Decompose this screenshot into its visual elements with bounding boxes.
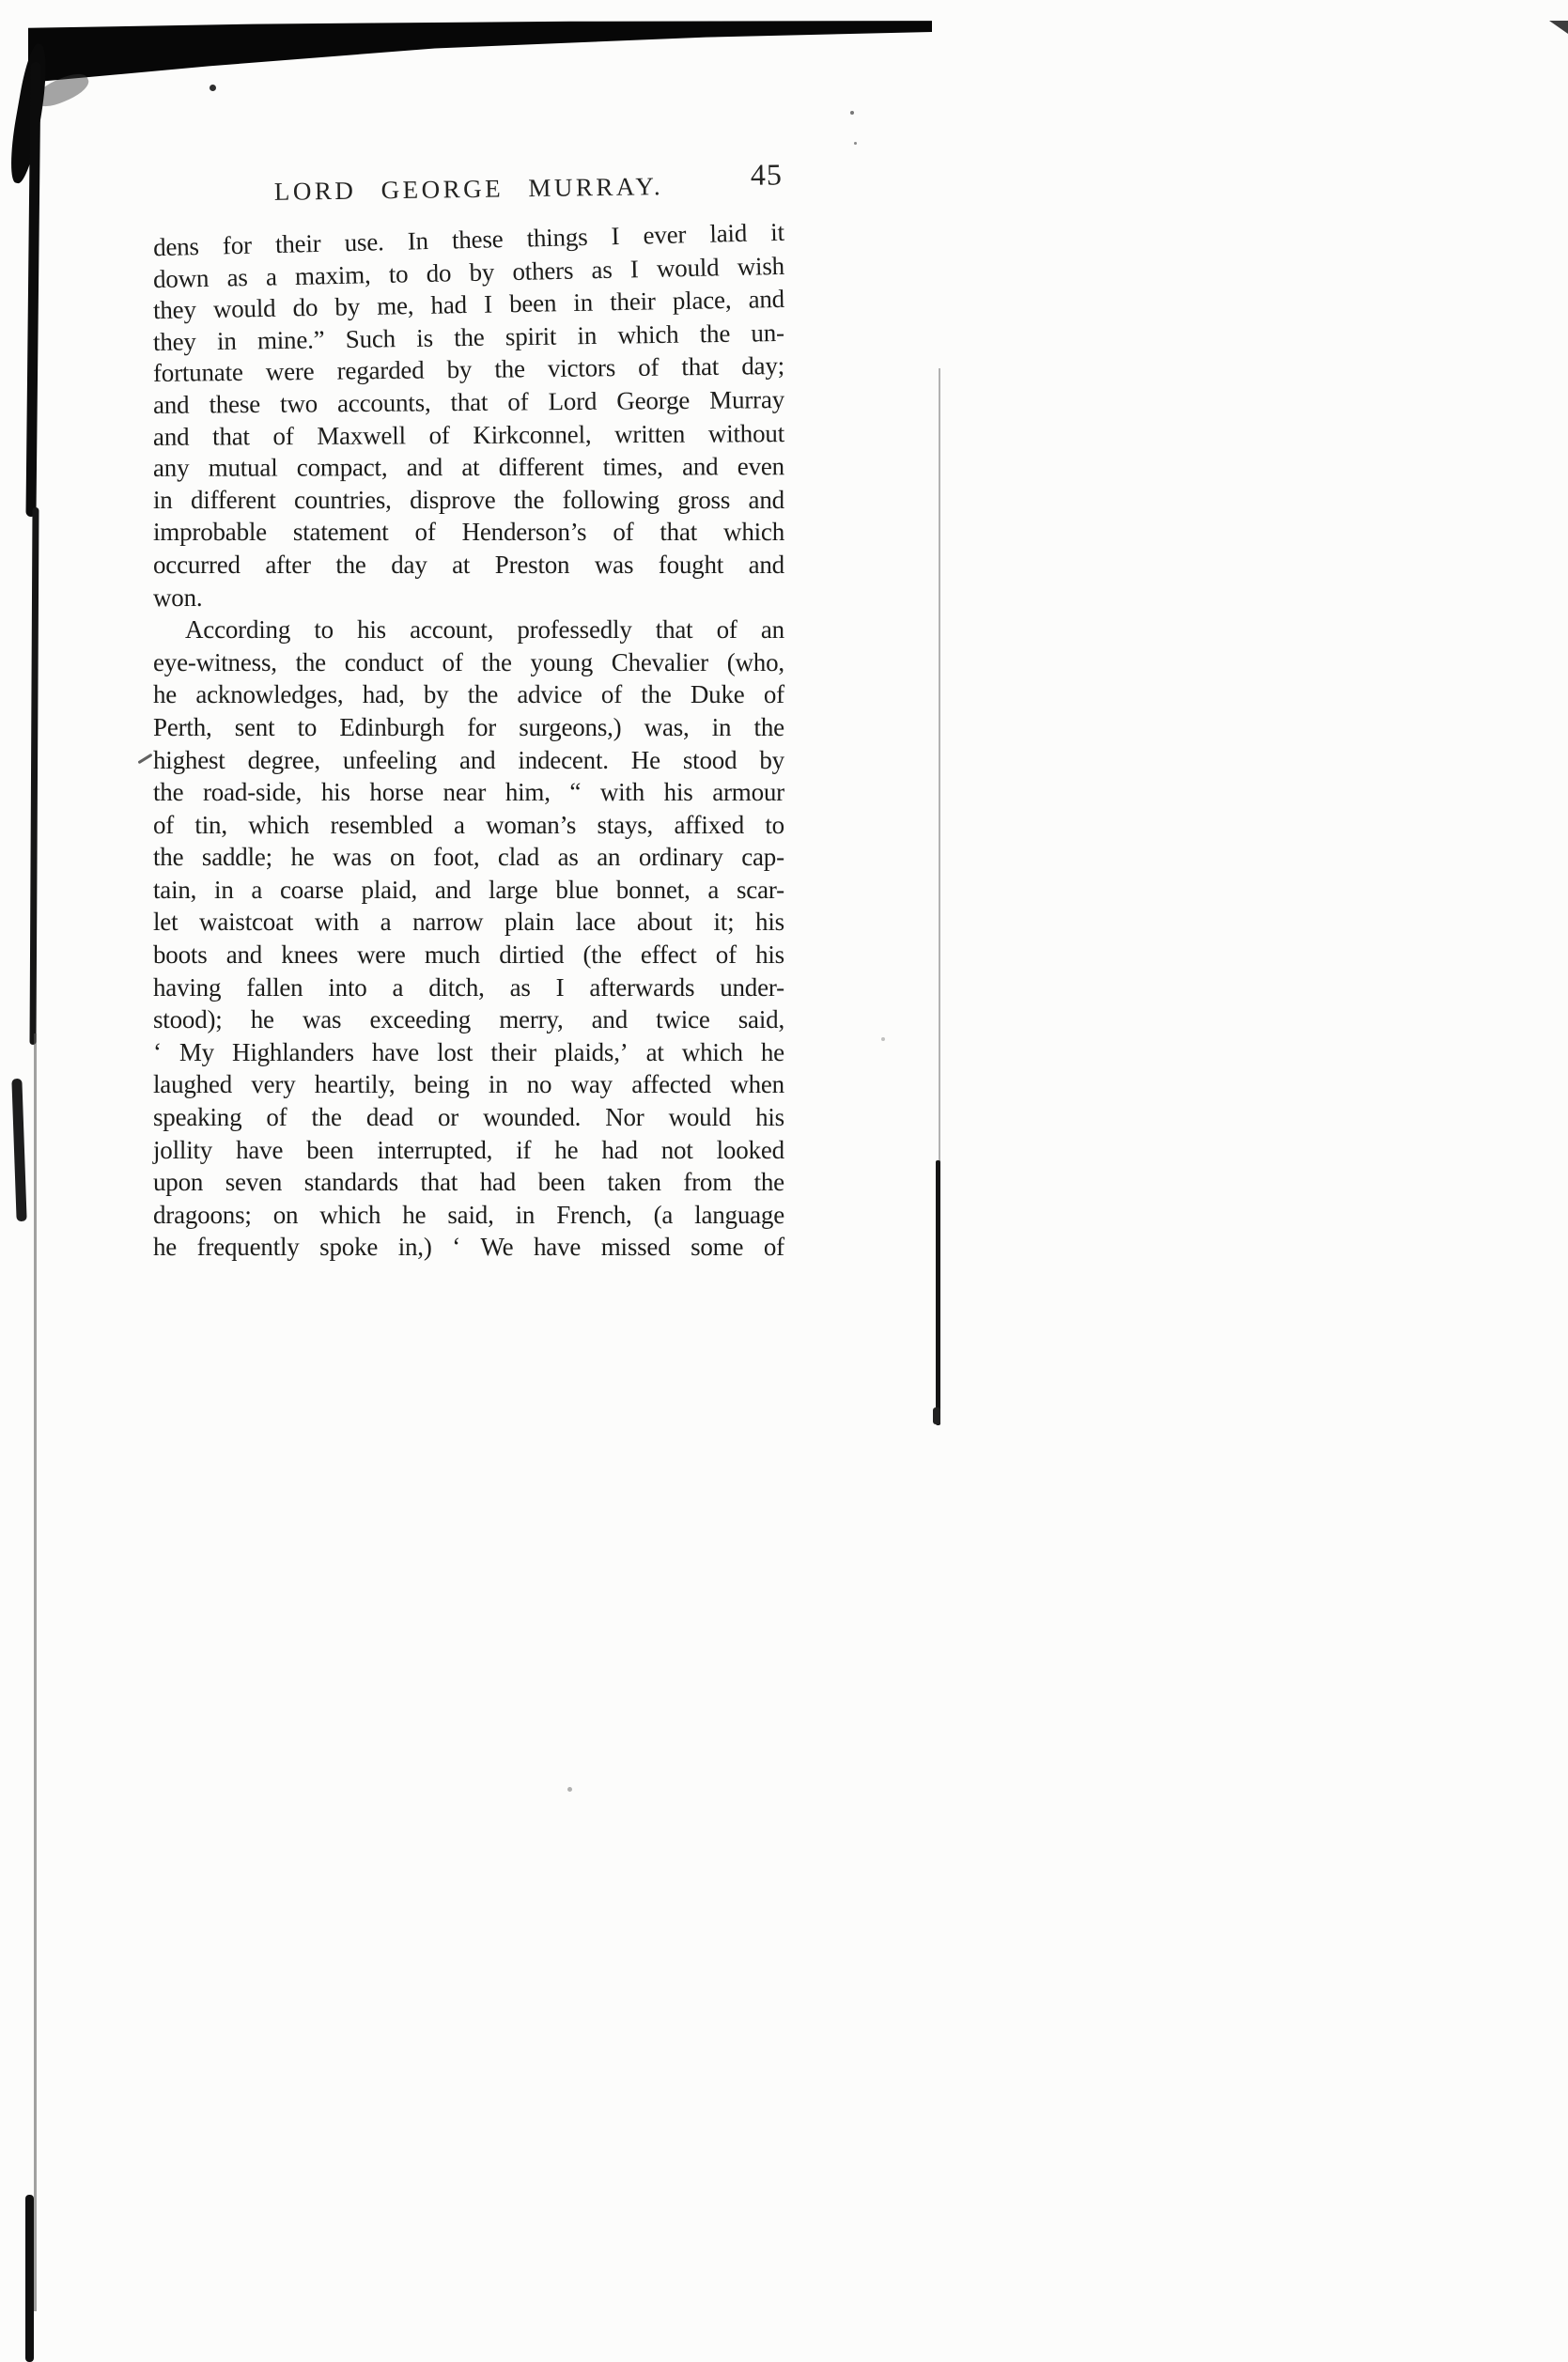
scan-artifact-left-blob-middle xyxy=(11,1079,26,1221)
text-line: the road-side, his horse near him, “ with his armour xyxy=(153,778,784,807)
text-line: any mutual compact, and at different times, and even xyxy=(152,452,784,482)
text-line: tain, in a coarse plaid, and large blue bonnet, a scar- xyxy=(153,875,784,904)
text-line: they would do by me, had I been in their place, and xyxy=(152,285,785,325)
text-line: boots and knees were much dirtied (the effect of his xyxy=(153,940,784,970)
text-line: they in mine.” Such is the spirit in which the un- xyxy=(152,318,785,356)
scan-speck xyxy=(881,1037,885,1041)
scan-artifact-left-streak-middle xyxy=(30,507,39,1045)
text-line: won. xyxy=(153,583,203,612)
text-line: he acknowledges, had, by the advice of the Duke of xyxy=(153,680,784,709)
text-line: down as a maxim, to do by others as I would wish xyxy=(152,251,785,293)
scan-artifact-left-thin-line xyxy=(34,1033,37,2311)
text-line: the saddle; he was on foot, clad as an ordinary cap- xyxy=(153,843,784,872)
page-text xyxy=(152,217,785,1264)
text-line: According to his account, professedly that of an xyxy=(185,615,784,645)
scan-speck xyxy=(567,1787,572,1792)
scan-artifact-right-line-end xyxy=(933,1407,940,1424)
scan-artifact-top-edge xyxy=(28,19,932,85)
scan-artifact-top-right-corner xyxy=(1549,21,1568,34)
text-line: let waistcoat with a narrow plain lace about it; his xyxy=(153,908,784,937)
text-line: eye-witness, the conduct of the young Chevalier (who, xyxy=(153,647,784,676)
text-line: having fallen into a ditch, as I afterwards under- xyxy=(153,972,784,1002)
paragraph xyxy=(153,614,784,1264)
scan-artifact-right-line-dark xyxy=(936,1160,940,1425)
running-header xyxy=(153,157,784,208)
text-line: dens for their use. In these things I ever laid it xyxy=(152,217,785,262)
paragraph xyxy=(152,217,785,614)
text-line: in different countries, disprove the following gross and xyxy=(153,485,784,514)
running-title: LORD GEORGE MURRAY. xyxy=(273,172,664,206)
scan-artifact-right-line-faint xyxy=(939,368,940,1167)
page-number: 45 xyxy=(750,157,784,192)
text-line: upon seven standards that had been taken from the xyxy=(153,1168,784,1197)
text-line: occurred after the day at Preston was fought and xyxy=(153,550,784,579)
text-line: stood); he was exceeding merry, and twice said, xyxy=(153,1005,784,1034)
text-line: Perth, sent to Edinburgh for surgeons,) was, in the xyxy=(153,712,784,741)
text-line: improbable statement of Henderson’s of that which xyxy=(153,518,784,547)
text-line: he frequently spoke in,) ‘ We have missed some of xyxy=(153,1233,784,1262)
text-line: and that of Maxwell of Kirkconnel, written without xyxy=(152,418,785,451)
text-line: laughed very heartily, being in no way affected when xyxy=(153,1070,784,1099)
text-line: and these two accounts, that of Lord George Murray xyxy=(152,385,785,419)
text-line: jollity have been interrupted, if he had not looked xyxy=(153,1135,784,1164)
scan-speck xyxy=(850,111,854,115)
text-line: speaking of the dead or wounded. Nor would his xyxy=(153,1103,784,1132)
scan-artifact-left-blob-top xyxy=(5,42,54,185)
text-line: ‘ My Highlanders have lost their plaids,’ at which he xyxy=(153,1037,784,1066)
scan-speck xyxy=(854,142,857,145)
scan-artifact-stray-mark xyxy=(137,754,152,765)
scan-speck xyxy=(210,85,216,91)
text-line: dragoons; on which he said, in French, (a language xyxy=(153,1200,784,1229)
scan-artifact-left-streak-upper xyxy=(25,62,40,517)
text-line: of tin, which resembled a woman’s stays, affixed to xyxy=(153,810,784,839)
text-line: highest degree, unfeeling and indecent. He stood by xyxy=(153,745,784,774)
scan-artifact-top-edge-tail xyxy=(32,69,93,112)
text-line: fortunate were regarded by the victors of that day; xyxy=(152,351,785,388)
scan-artifact-left-blob-bottom xyxy=(25,2195,34,2362)
